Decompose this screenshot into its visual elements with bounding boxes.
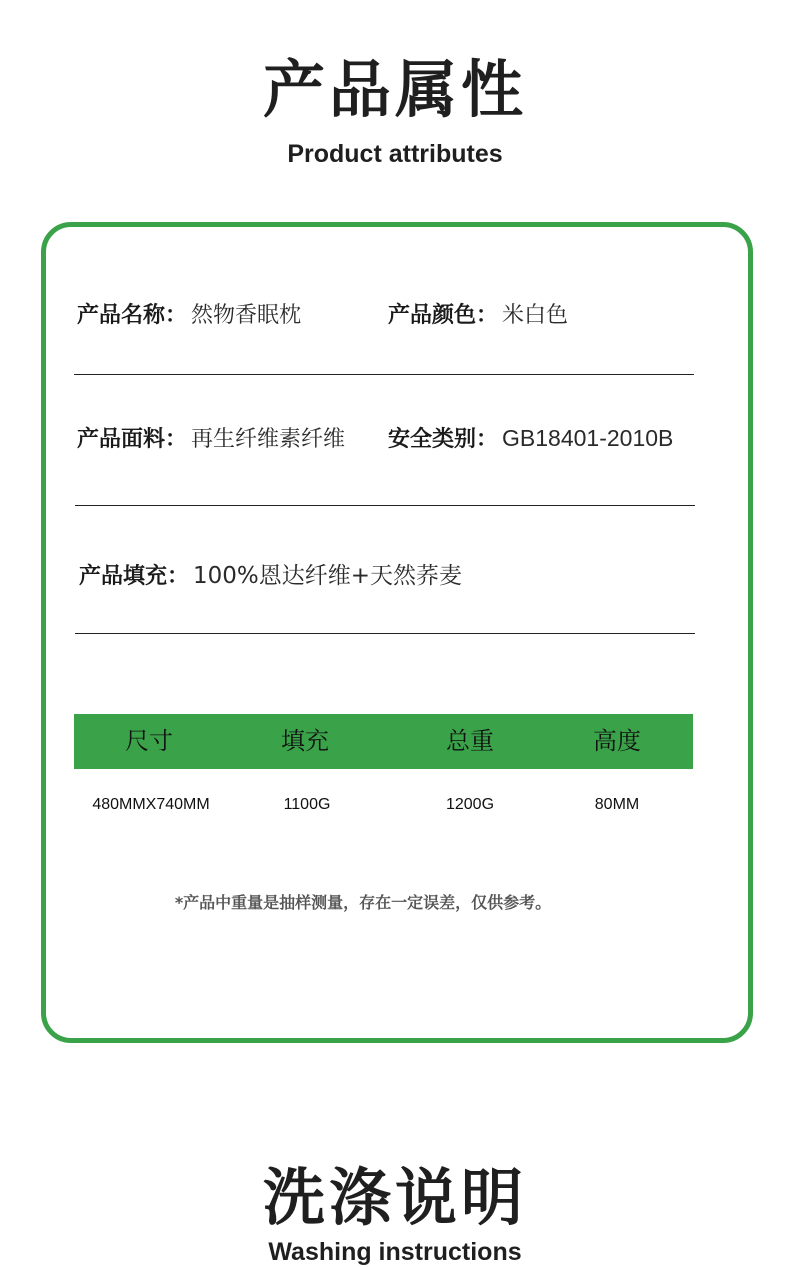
td-size: 480MMX740MM (92, 796, 210, 813)
attr-value: 100%恩达纤维+天然荞麦 (193, 563, 463, 589)
attr-product-fabric (77, 422, 345, 453)
attr-safety-category (388, 422, 673, 453)
washing-title-cn: 洗涤说明 (262, 1161, 527, 1234)
washing-title-en: Washing instructions (268, 1238, 522, 1266)
attr-value: GB18401-2010B (502, 425, 674, 451)
divider (75, 633, 695, 634)
section-title-cn: 产品属性 (262, 53, 527, 126)
td-total-weight: 1200G (445, 796, 495, 813)
spec-table-header (74, 714, 693, 769)
attr-product-filling (79, 557, 462, 590)
section-title-en: Product attributes (287, 140, 503, 168)
attr-label: 产品面料： (77, 427, 188, 452)
attr-label: 产品颜色： (388, 303, 499, 328)
attr-label: 产品名称： (77, 303, 188, 328)
divider (74, 374, 694, 375)
th-filling: 填充 (281, 727, 329, 755)
attr-value: 然物香眠枕 (191, 303, 302, 328)
th-total-weight: 总重 (446, 727, 494, 755)
attr-value: 再生纤维素纤维 (191, 427, 346, 452)
attr-product-name (77, 298, 301, 329)
attr-product-color (388, 298, 568, 329)
attr-value: 米白色 (502, 303, 569, 328)
td-height: 80MM (594, 796, 640, 813)
attr-label: 产品填充： (79, 564, 190, 589)
th-size: 尺寸 (125, 727, 173, 755)
td-filling: 1100G (283, 796, 331, 813)
divider (75, 505, 695, 506)
attr-label: 安全类别： (388, 427, 499, 452)
weight-disclaimer: *产品中重量是抽样测量，存在一定误差，仅供参考。 (174, 893, 552, 912)
th-height: 高度 (593, 727, 641, 755)
